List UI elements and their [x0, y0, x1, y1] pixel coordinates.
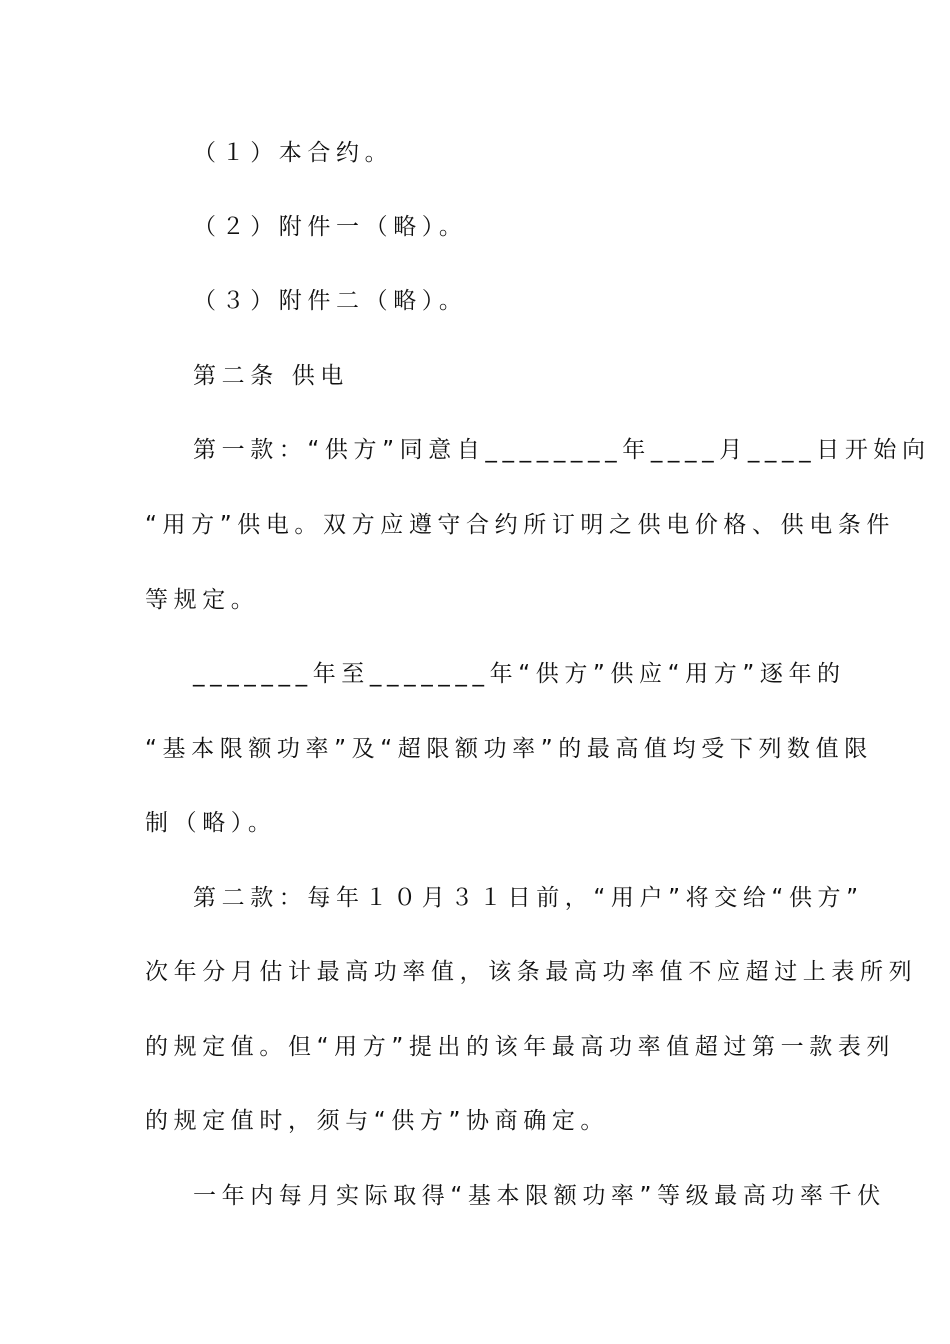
paragraph-line: 等规定。	[145, 587, 260, 613]
paragraph-line: 的规定值。但“用方”提出的该年最高功率值超过第一款表列	[145, 1034, 896, 1060]
paragraph-line: 一年内每月实际取得“基本限额功率”等级最高功率千伏	[193, 1183, 886, 1209]
list-item-annex-two: （３）附件二（略）。	[193, 288, 468, 314]
paragraph-line: 第二款：每年１０月３１日前，“用户”将交给“供方”	[193, 885, 864, 911]
paragraph-line: 制（略）。	[145, 810, 277, 836]
paragraph-line: 次年分月估计最高功率值，该条最高功率值不应超过上表所列	[145, 959, 918, 985]
paragraph-line: 的规定值时，须与“供方”协商确定。	[145, 1108, 610, 1134]
paragraph-line: _______年至_______年“供方”供应“用方”逐年的	[193, 661, 846, 687]
paragraph-line: 第一款：“供方”同意自________年____月____日开始向	[193, 437, 931, 463]
list-item-annex-one: （２）附件一（略）。	[193, 214, 468, 240]
article-heading: 第二条 供电	[193, 363, 349, 389]
list-item-contract: （１）本合约。	[193, 140, 394, 166]
paragraph-line: “基本限额功率”及“超限额功率”的最高值均受下列数值限	[145, 736, 873, 762]
paragraph-line: “用方”供电。双方应遵守合约所订明之供电价格、供电条件	[145, 512, 896, 538]
